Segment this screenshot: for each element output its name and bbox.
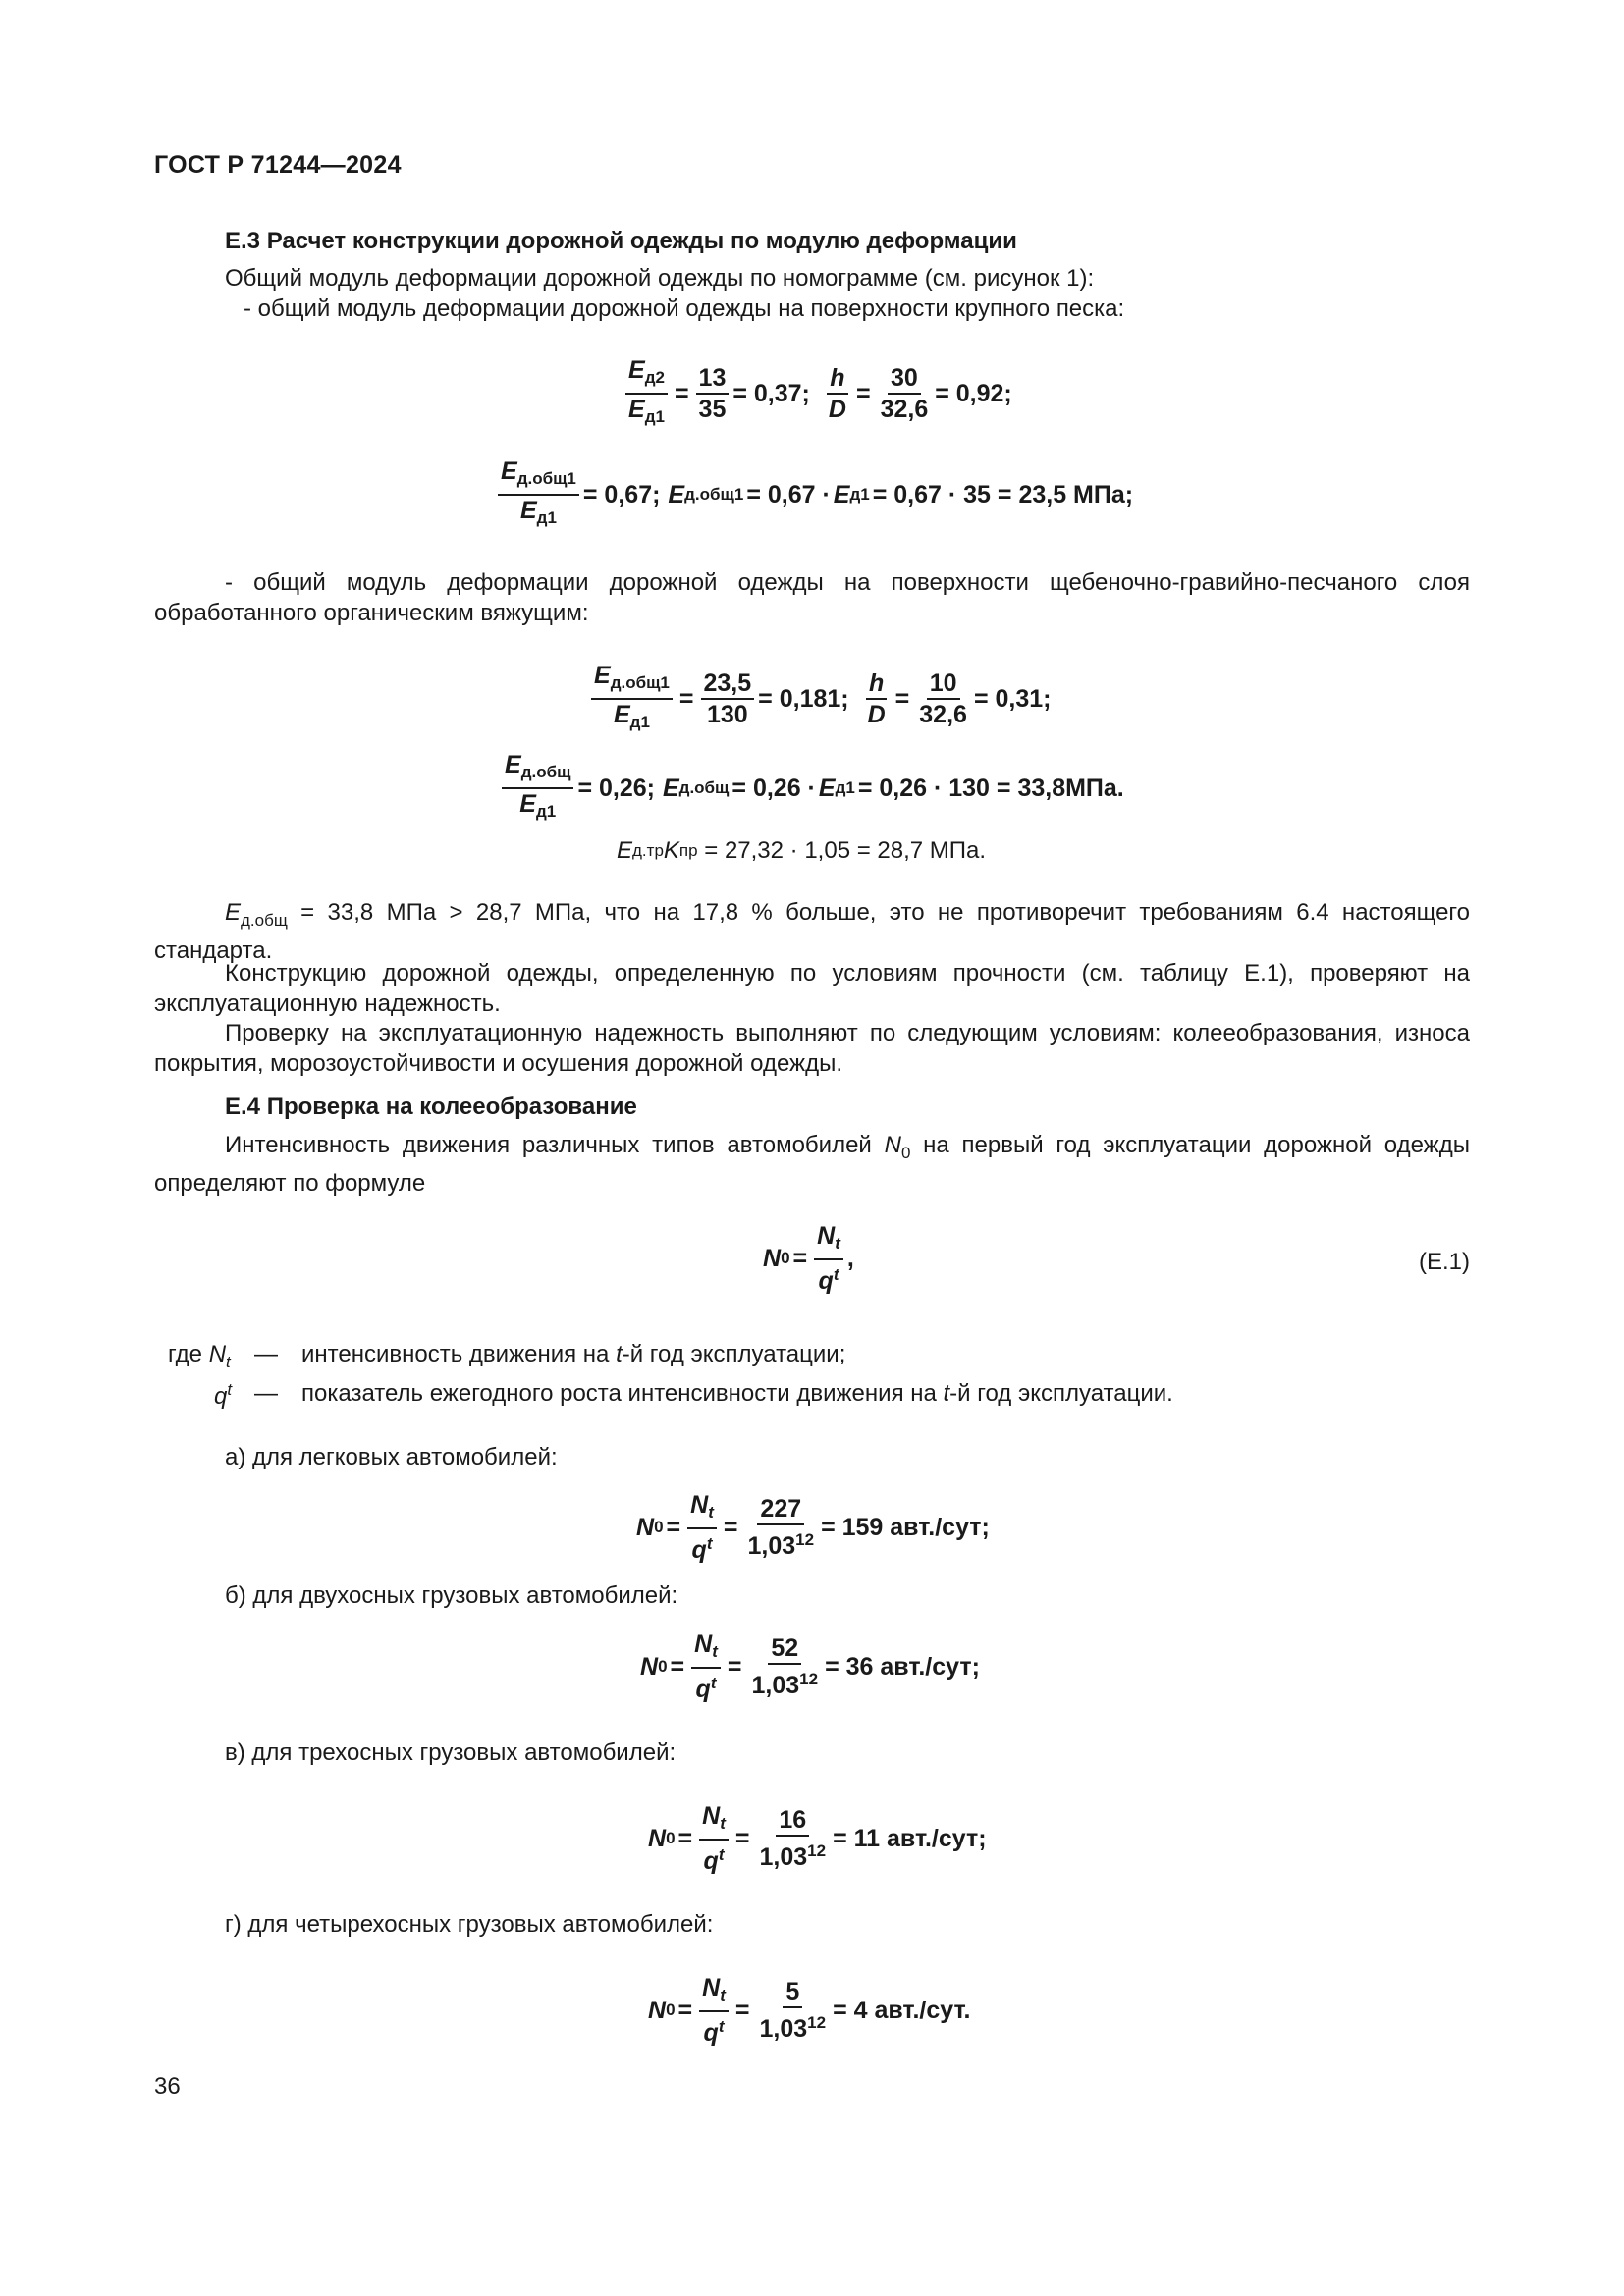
where-dash: — [254,1380,278,1407]
paragraph-conditions: Проверку на эксплуатационную надежность выполняют по следующим условиям: колееобразования, износа покрытия, морозоустойчивости и осушения дорожной одежды. [154,1020,1470,1077]
list-item-gravel: - общий модуль деформации дорожной одежды на поверхности щебеночно-гравийно-песчаного слоя обработанного органическим вяжущим: [154,569,1470,626]
fraction: $\frac{h}{D}$ [828,364,846,423]
fraction: $\frac{10}{32,6}$ [919,669,967,728]
section-heading-e3: Е.3 Расчет конструкции дорожной одежды по модулю деформации [225,228,1017,254]
paragraph-compare: $E_{д.общ} = 33,8$ МПа > 28,7 МПа, что на 17,8 % больше, это не противоречит требованиям 6.4 настоящего стандарта. [154,899,1470,964]
fraction: $\frac{23,5}{130}$ [701,668,755,729]
where-dash: — [254,1341,278,1367]
where-item: где $N_t$ [168,1341,231,1371]
list-item-sand: - общий модуль деформации дорожной одежды на поверхности крупного песка: [244,295,1125,322]
formula-case: N 0 = $\frac{N_t}{q^t}$ = $\frac{5}{1,03^{12}}$ = 4 авт./сут. [648,1974,971,2047]
formula-case: N 0 = $\frac{N_t}{q^t}$ = $\frac{52}{1,03^{12}}$ = 36 авт./сут; [640,1630,980,1703]
formula-modulus-gravel: $\frac{E_{д.общ}}{E_{д1}}$ = 0,26; E д.общ = 0,26 · E д1 = 0,26 · 130 = 33,8МПа. [498,750,1127,827]
paragraph-intro: Общий модуль деформации дорожной одежды по номограмме (см. рисунок 1): [225,265,1095,292]
paragraph-check: Конструкцию дорожной одежды, определенную по условиям прочности (см. таблицу Е.1), проверяют на эксплуатационную надежность. [154,960,1470,1017]
equation-number: (Е.1) [1418,1249,1470,1275]
where-list [154,1341,1332,1419]
formula-modulus-sand: $\frac{E_{д.общ1}}{E_{д1}}$ = 0,67; E д.общ1 = 0,67 · E д1 = 0,67 · 35 = 23,5 МПа; [494,456,1136,533]
paragraph-e4-intro: Интенсивность движения различных типов автомобилей $N_0$ на первый год эксплуатации дорожной одежды определяют по формуле [154,1132,1470,1197]
formula-required-modulus: E д.тр K пр = 27,32 · 1,05 = 28,7 МПа. [617,837,987,864]
formula-case: N 0 = $\frac{N_t}{q^t}$ = $\frac{227}{1,03^{12}}$ = 159 авт./сут; [636,1491,990,1564]
fraction: $\frac{30}{32,6}$ [880,364,929,423]
page-number: 36 [154,2073,181,2100]
case-label: в) для трехосных грузовых автомобилей: [225,1739,677,1766]
where-item: $q^t$ [214,1380,233,1410]
where-text: интенсивность движения на t-й год эксплуатации; [301,1341,846,1367]
fraction: $\frac{E_{д.общ1}}{E_{д1}}$ [591,661,673,737]
case-label: б) для двухосных грузовых автомобилей: [225,1582,678,1609]
case-label: а) для легковых автомобилей: [225,1444,558,1470]
fraction: $\frac{E_{д.общ1}}{E_{д1}}$ [498,456,579,533]
fraction: $\frac{E_{д.общ}}{E_{д1}}$ [502,750,573,827]
document-header: ГОСТ Р 71244—2024 [154,151,402,179]
fraction: $\frac{E_{д2}}{E_{д1}}$ [625,355,668,432]
case-label: г) для четырехосных грузовых автомобилей: [225,1911,714,1938]
fraction: $\frac{h}{D}$ [867,669,886,728]
formula-case: N 0 = $\frac{N_t}{q^t}$ = $\frac{16}{1,03^{12}}$ = 11 авт./сут; [648,1802,987,1875]
formula-ratio-gravel: $\frac{E_{д.общ1}}{E_{д1}}$ = $\frac{23,5}{130}$ = 0,181; $\frac{h}{D}$ = $\frac{10}{32,6}$ = 0,31; [587,661,1051,737]
fraction: $\frac{13}{35}$ [696,363,730,424]
fraction: $\frac{N_t}{q^t}$ [814,1221,843,1296]
formula-ratio-sand: $\frac{E_{д2}}{E_{д1}}$ = $\frac{13}{35}$ = 0,37; $\frac{h}{D}$ = $\frac{30}{32,6}$ = 0,92; [622,355,1012,432]
section-heading-e4: Е.4 Проверка на колееобразование [225,1094,637,1120]
where-text: показатель ежегодного роста интенсивности движения на t-й год эксплуатации. [301,1380,1173,1407]
formula-e1: N 0 = $\frac{N_t}{q^t}$ , [763,1222,854,1295]
